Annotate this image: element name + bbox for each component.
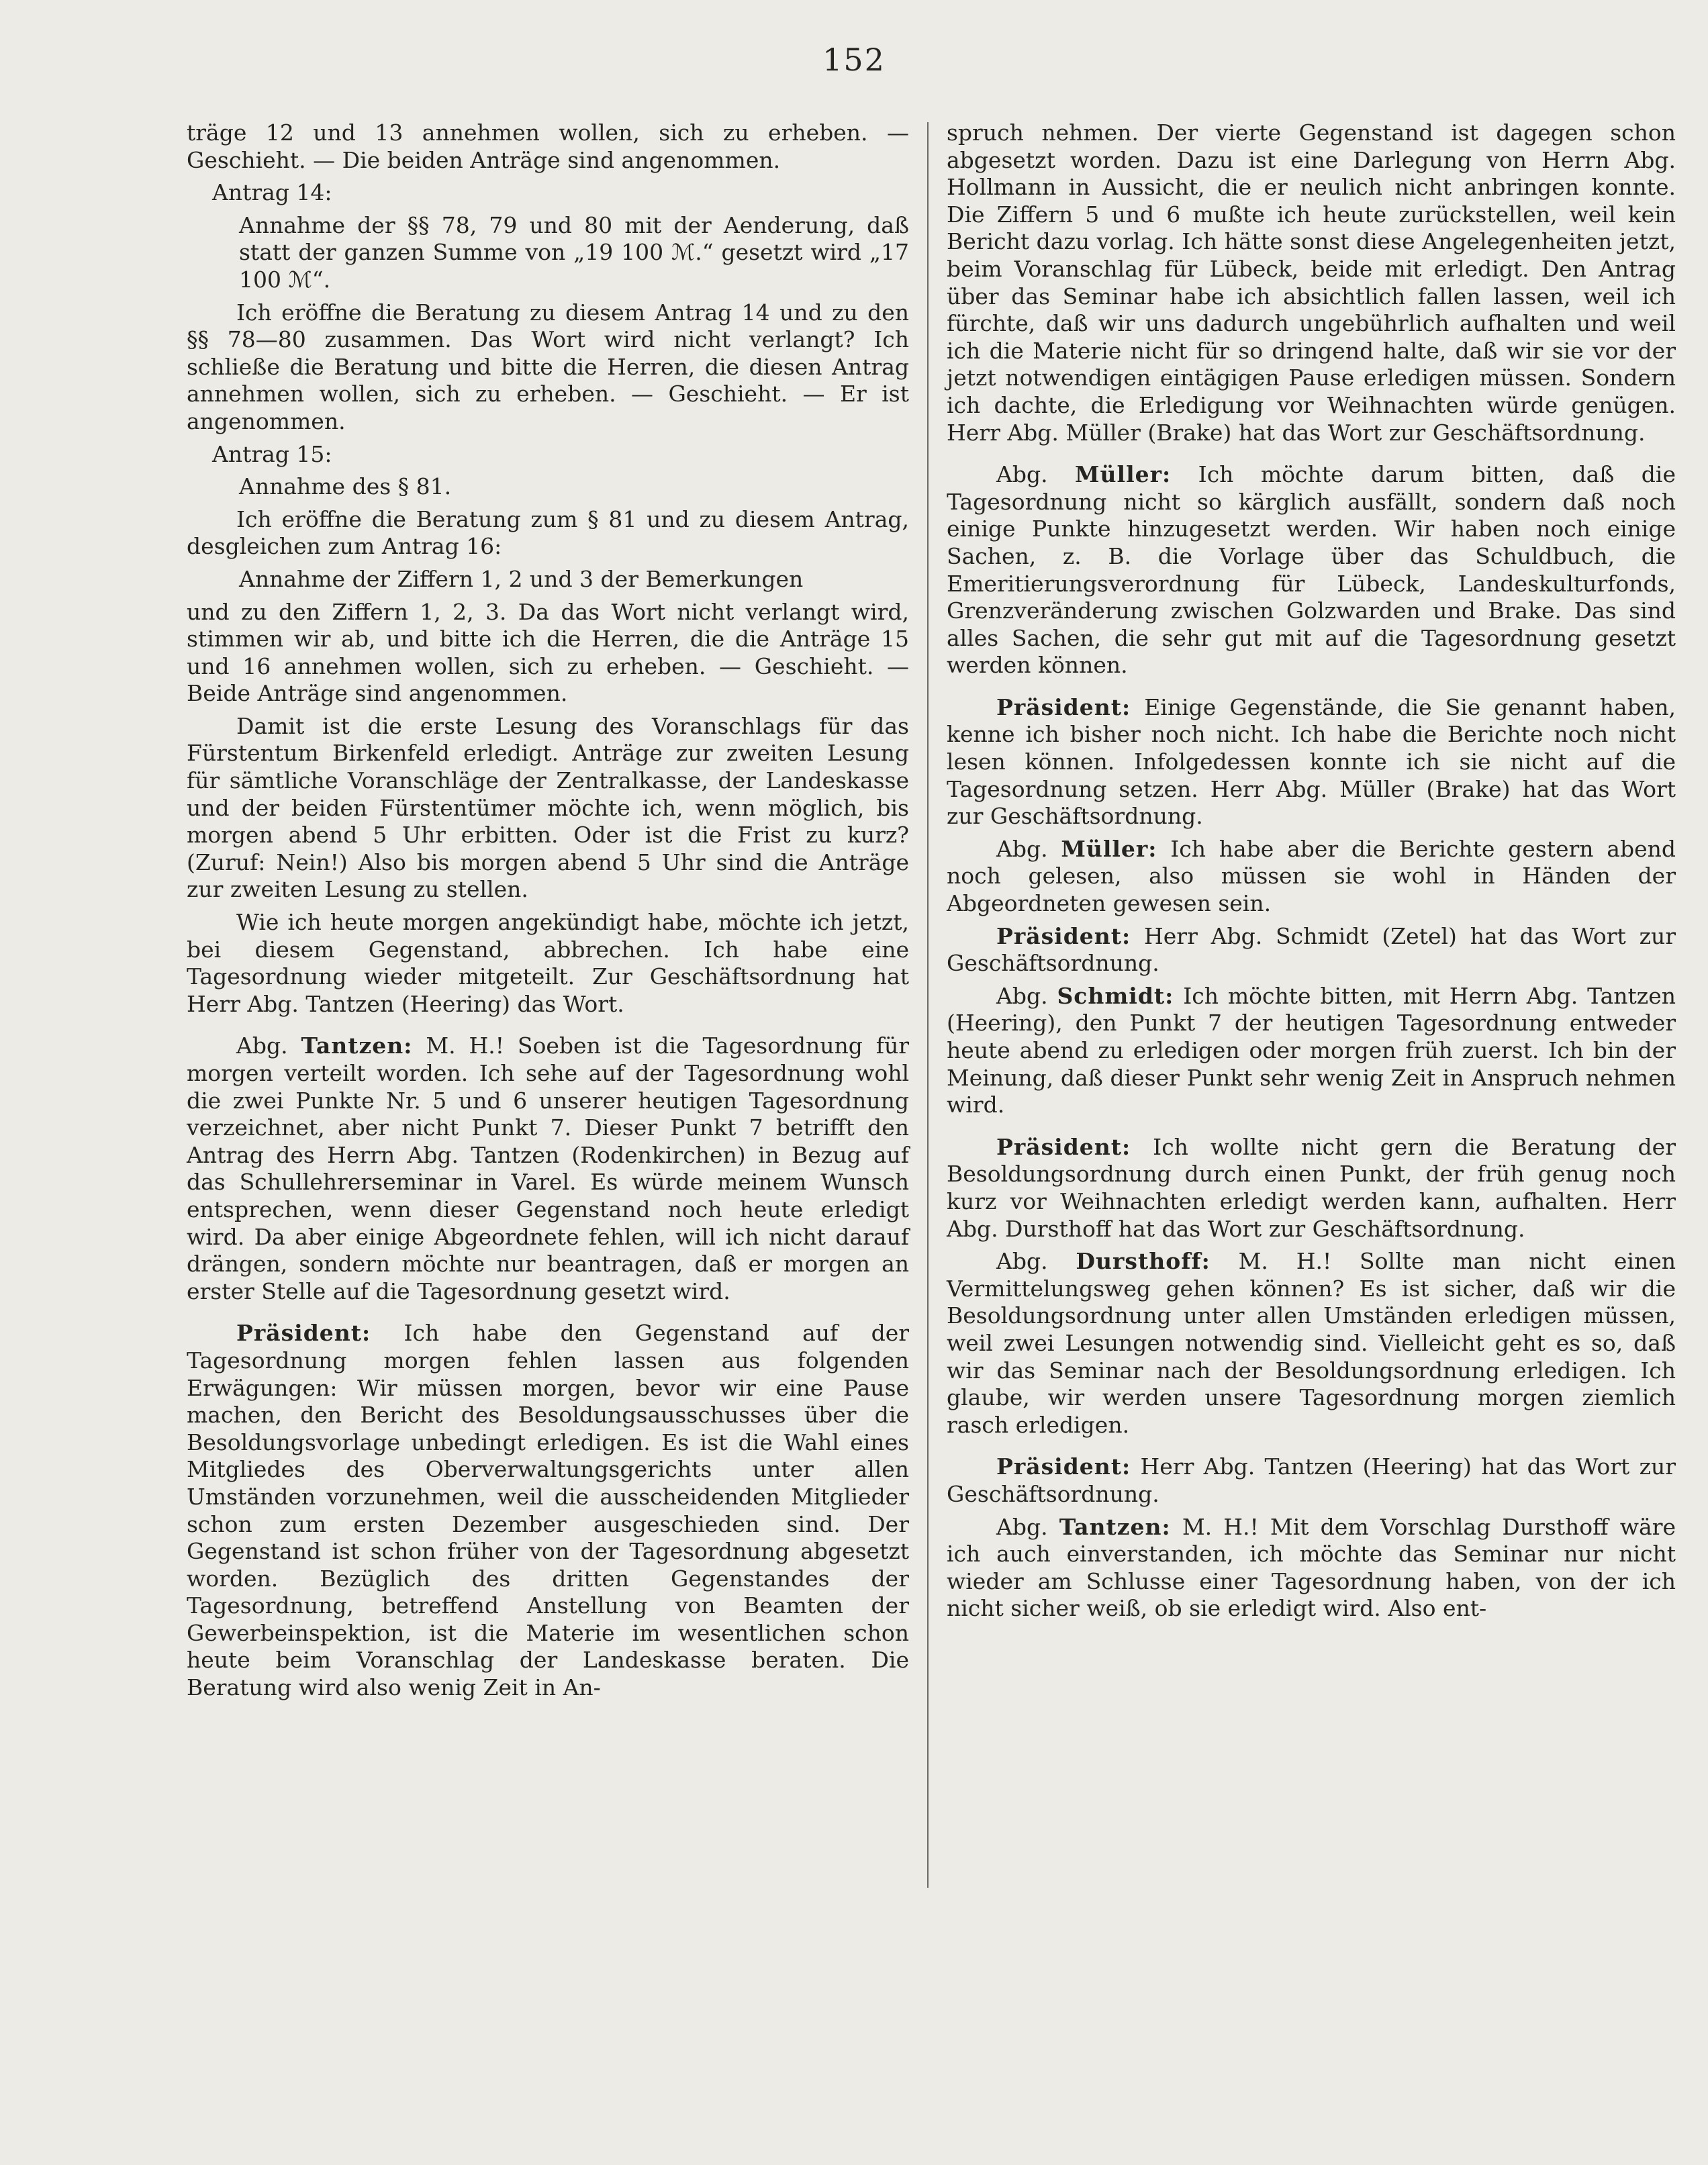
paragraph-text: Herr Abg. Schmidt (Zetel) hat das Wort zur Geschäftsordnung.	[947, 922, 1676, 977]
paragraph	[187, 599, 909, 708]
paragraph-text: Ich möchte bitten, mit Herrn Abg. Tantzen (Heering), den Punkt 7 der heutigen Tagesordnung entweder heute abend zu erledigen oder morgen früh zuerst. Ich bin der Meinung, daß dieser Punkt sehr wenig Zeit in Anspruch nehmen wird.	[947, 982, 1676, 1118]
paragraph	[187, 473, 909, 501]
speaker-prefix: Abg.	[996, 1513, 1048, 1540]
paragraph	[187, 713, 909, 904]
paragraph	[187, 566, 909, 593]
paragraph	[947, 1248, 1676, 1439]
paragraph-text: Antrag 15:	[212, 440, 332, 467]
paragraph	[187, 506, 909, 561]
paragraph	[947, 1453, 1676, 1508]
paragraph	[187, 119, 909, 174]
paragraph	[947, 983, 1676, 1119]
paragraph	[187, 179, 909, 207]
paragraph	[187, 441, 909, 469]
paragraph-text: Ich habe aber die Berichte gestern abend noch gelesen, also müssen sie wohl in Händen der Abgeordneten gewesen sein.	[947, 835, 1676, 917]
paragraph-text: Damit ist die erste Lesung des Voranschlags für das Fürstentum Birkenfeld erledigt. Anträge zur zweiten Lesung für sämtliche Voranschläge der Zentralkasse, der Landeskasse und der beiden Fürstentümer möchte ich, wenn möglich, bis morgen abend 5 Uhr erbitten. Oder ist die Frist zu kurz? (Zuruf: Nein!) Also bis morgen abend 5 Uhr sind die Anträge zur zweiten Lesung zu stellen.	[187, 712, 909, 903]
speaker-prefix: Abg.	[996, 1248, 1048, 1275]
paragraph-text: Einige Gegenstände, die Sie genannt haben, kenne ich bisher noch nicht. Ich habe die Berichte noch nicht lesen können. Infolgedessen konnte ich sie nicht auf die Tagesordnung setzen. Herr Abg. Müller (Brake) hat das Wort zur Geschäftsordnung.	[947, 693, 1676, 830]
paragraph-text: M. H.! Mit dem Vorschlag Dursthoff wäre ich auch einverstanden, ich möchte das Seminar nur nicht wieder am Schlusse einer Tagesordnung haben, von der ich nicht sicher weiß, ob sie erledigt wird. Also ent-	[947, 1513, 1676, 1622]
speaker-name: Schmidt:	[1057, 982, 1174, 1009]
paragraph	[187, 299, 909, 436]
page-number: 152	[822, 42, 886, 78]
speaker-name: Präsident:	[996, 1453, 1131, 1480]
paragraph	[187, 909, 909, 1018]
paragraph	[187, 212, 909, 294]
paragraph-text: Annahme der Ziffern 1, 2 und 3 der Bemerkungen	[239, 565, 804, 592]
paragraph	[947, 119, 1676, 446]
paragraph-text: Annahme des § 81.	[239, 473, 452, 500]
paragraph-text: Ich eröffne die Beratung zum § 81 und zu diesem Antrag, desgleichen zum Antrag 16:	[187, 506, 909, 560]
paragraph-text: Ich möchte darum bitten, daß die Tagesordnung nicht so kärglich ausfällt, sondern daß noch einige Punkte hinzugesetzt werden. Wir haben noch einige Sachen, z. B. die Vorlage über das Schuldbuch, die Emeritierungsverordnung für Lübeck, Landeskulturfonds, Grenzveränderung zwischen Golzwarden und Brake. Das sind alles Sachen, die sehr gut mit auf die Tagesordnung gesetzt werden können.	[947, 461, 1676, 679]
speaker-prefix: Abg.	[996, 461, 1048, 488]
speaker-name: Müller:	[1061, 835, 1157, 862]
paragraph-text: Ich habe den Gegenstand auf der Tagesordnung morgen fehlen lassen aus folgenden Erwägungen: Wir müssen morgen, bevor wir eine Pause machen, den Bericht des Besoldungsausschusses über die Besoldungsvorlage unbedingt erledigen. Es ist die Wahl eines Mitgliedes des Oberverwaltungsgerichts unter allen Umständen vorzunehmen, weil die ausscheidenden Mitglieder schon zum ersten Dezember ausgeschieden sind. Der Gegenstand ist schon früher von der Tagesordnung abgesetzt worden. Bezüglich des dritten Gegenstandes der Tagesordnung, betreffend Anstellung von Beamten der Gewerbeinspektion, ist die Materie im wesentlichen schon heute beim Voranschlag der Landeskasse beraten. Die Beratung wird also wenig Zeit in An-	[187, 1320, 909, 1701]
speaker-name: Präsident:	[996, 922, 1131, 949]
paragraph-text: M. H.! Sollte man nicht einen Vermittelungsweg gehen können? Es ist sicher, daß wir die Besoldungsordnung unter allen Umständen erledigen müssen, weil zwei Lesungen notwendig sind. Vielleicht geht es so, daß wir das Seminar nach der Besoldungsordnung erledigen. Ich glaube, wir werden unsere Tagesordnung morgen ziemlich rasch erledigen.	[947, 1248, 1676, 1438]
speaker-name: Tantzen:	[1059, 1513, 1171, 1540]
paragraph-text: Ich wollte nicht gern die Beratung der Besoldungsordnung durch einen Punkt, der früh genug noch kurz vor Weihnachten erledigt werden kann, aufhalten. Herr Abg. Dursthoff hat das Wort zur Geschäftsordnung.	[947, 1133, 1676, 1242]
speaker-name: Präsident:	[236, 1320, 371, 1347]
speaker-prefix: Abg.	[996, 982, 1048, 1009]
left-column	[187, 119, 909, 1707]
speaker-name: Präsident:	[996, 1133, 1131, 1160]
paragraph-text: M. H.! Soeben ist die Tagesordnung für morgen verteilt worden. Ich sehe auf der Tagesordnung wohl die zwei Punkte Nr. 5 und 6 unserer heutigen Tagesordnung verzeichnet, aber nicht Punkt 7. Dieser Punkt 7 betrifft den Antrag des Herrn Abg. Tantzen (Rodenkirchen) in Bezug auf das Schullehrerseminar in Varel. Es würde meinem Wunsch entsprechen, wenn dieser Gegenstand noch heute erledigt wird. Da aber einige Abgeordnete fehlen, will ich nicht darauf drängen, sondern möchte nur beantragen, daß er morgen an erster Stelle auf die Tagesordnung gesetzt wird.	[187, 1032, 909, 1304]
paragraph-text: spruch nehmen. Der vierte Gegenstand ist dagegen schon abgesetzt worden. Dazu ist eine Darlegung von Herrn Abg. Hollmann in Aussicht, die er neulich nicht anbringen konnte. Die Ziffern 5 und 6 mußte ich heute zurückstellen, weil kein Bericht dazu vorlag. Ich hätte sonst diese Angelegenheiten jetzt, beim Voranschlag für Lübeck, beide mit erledigt. Den Antrag über das Seminar habe ich absichtlich fallen lassen, weil ich fürchte, daß wir uns dadurch ungebührlich aufhalten und weil ich die Materie nicht für so dringend halte, daß wir sie vor der jetzt notwendigen eintägigen Pause erledigen müssen. Sondern ich dachte, die Erledigung vor Weihnachten würde genügen. Herr Abg. Müller (Brake) hat das Wort zur Geschäftsordnung.	[947, 119, 1676, 446]
paragraph	[947, 461, 1676, 679]
speaker-prefix: Abg.	[236, 1032, 288, 1059]
speaker-name: Präsident:	[996, 693, 1131, 720]
paragraph-text: träge 12 und 13 annehmen wollen, sich zu erheben. — Geschieht. — Die beiden Anträge sind angenommen.	[187, 119, 909, 173]
right-column	[947, 119, 1676, 1628]
paragraph	[187, 1320, 909, 1701]
column-divider	[927, 122, 929, 1888]
speaker-name: Müller:	[1075, 461, 1172, 488]
paragraph	[947, 923, 1676, 977]
paragraph-text: Wie ich heute morgen angekündigt habe, möchte ich jetzt, bei diesem Gegenstand, abbrechen. Ich habe eine Tagesordnung wieder mitgeteilt. Zur Geschäftsordnung hat Herr Abg. Tantzen (Heering) das Wort.	[187, 909, 909, 1017]
paragraph	[947, 836, 1676, 918]
paragraph-text: Herr Abg. Tantzen (Heering) hat das Wort zur Geschäftsordnung.	[947, 1453, 1676, 1507]
paragraph-text: Antrag 14:	[212, 179, 332, 206]
paragraph	[947, 1514, 1676, 1623]
speaker-name: Tantzen:	[301, 1032, 413, 1059]
paragraph	[947, 1134, 1676, 1243]
speaker-name: Dursthoff:	[1076, 1248, 1211, 1275]
speaker-prefix: Abg.	[996, 835, 1048, 862]
paragraph-text: Ich eröffne die Beratung zu diesem Antrag 14 und zu den §§ 78—80 zusammen. Das Wort wird nicht verlangt? Ich schließe die Beratung und bitte die Herren, die diesen Antrag annehmen wollen, sich zu erheben. — Geschieht. — Er ist angenommen.	[187, 299, 909, 434]
paragraph-text: Annahme der §§ 78, 79 und 80 mit der Aenderung, daß statt der ganzen Summe von „19 100 ℳ.“ gesetzt wird „17 100 ℳ“.	[239, 211, 909, 293]
paragraph	[187, 1032, 909, 1305]
paragraph	[947, 694, 1676, 830]
paragraph-text: und zu den Ziffern 1, 2, 3. Da das Wort nicht verlangt wird, stimmen wir ab, und bitte ich die Herren, die die Anträge 15 und 16 annehmen wollen, sich zu erheben. — Geschieht. — Beide Anträge sind angenommen.	[187, 598, 909, 707]
